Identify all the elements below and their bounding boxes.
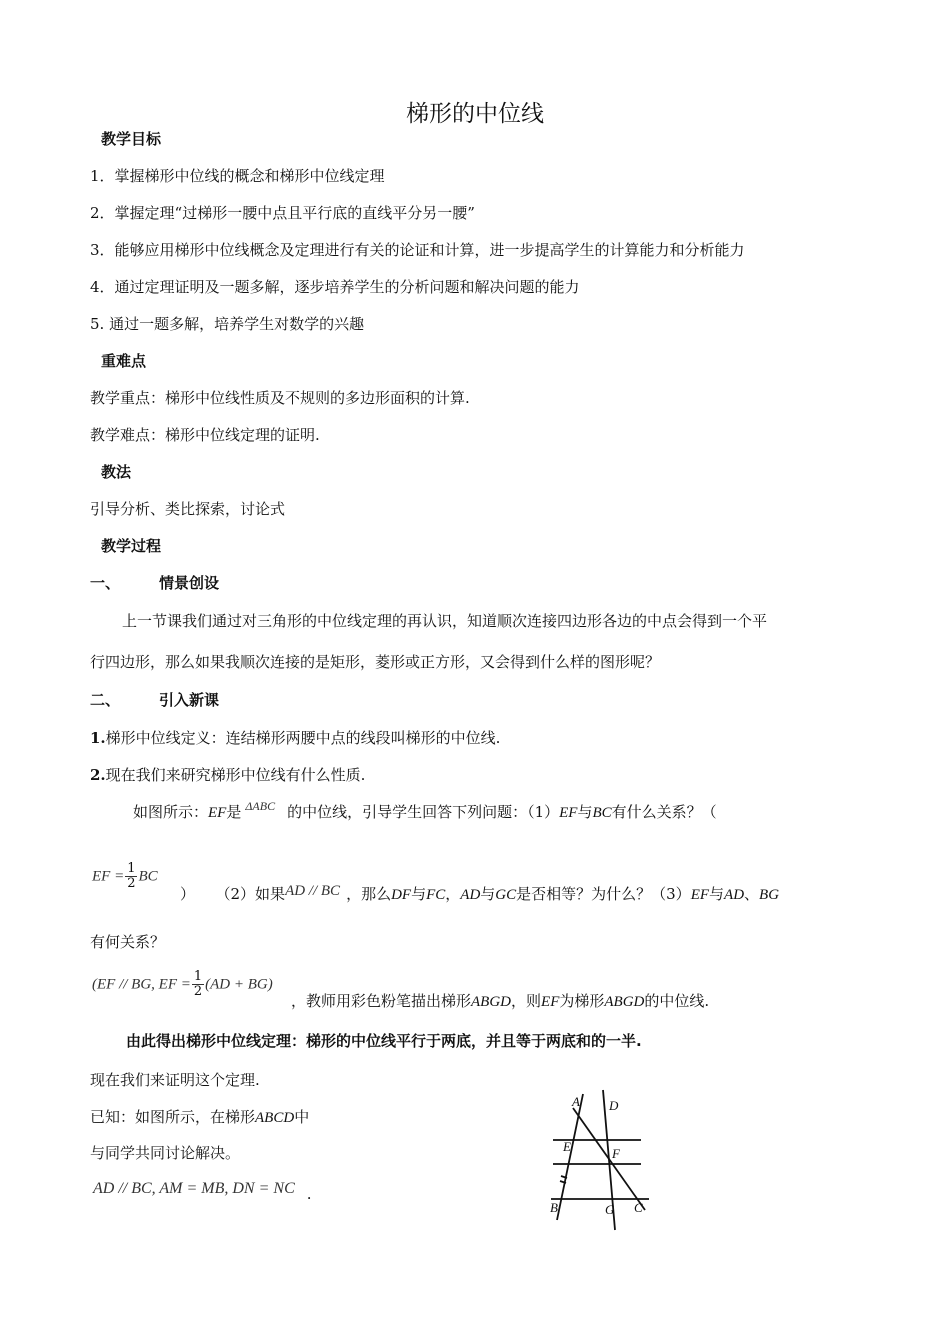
q-text: 为梯形 <box>559 992 605 1010</box>
step1-number: 一、 <box>90 574 121 592</box>
q-bc: BC <box>592 805 612 821</box>
section-process: 教学过程 <box>101 537 162 555</box>
label-e: E <box>563 1139 571 1154</box>
condition-formula: AD // BC, AM = MB, DN = NC <box>93 1180 295 1197</box>
q-text: （2）如果 <box>223 885 286 903</box>
definition-text: 梯形中位线定义：连结梯形两腰中点的线段叫梯形的中位线. <box>105 729 501 747</box>
step1-title: 情景创设 <box>159 574 220 592</box>
formula-text: (EF // BG, EF = <box>92 976 191 993</box>
q-ad: AD <box>460 887 481 903</box>
label-b: B <box>550 1200 558 1215</box>
answer-3-formula <box>92 970 273 1010</box>
q-text: ，教师用彩色粉笔描出梯形 <box>291 992 472 1010</box>
key-difficulty: 教学难点：梯形中位线定理的证明. <box>90 426 320 444</box>
q-abgd: ABGD <box>471 994 512 1010</box>
question-line-4 <box>291 991 709 1012</box>
answer-1-formula <box>92 862 158 902</box>
q-text: 的中位线，引导学生回答下列问题：（1） <box>287 803 560 821</box>
section-method: 教法 <box>101 463 132 481</box>
q-ef: EF <box>690 887 710 903</box>
key-focus: 教学重点：梯形中位线性质及不规则的多边形面积的计算. <box>90 389 470 407</box>
question-line-2 <box>180 884 779 905</box>
definition-number: 1. <box>90 729 106 747</box>
label-g: G <box>605 1202 615 1217</box>
q-text: 与 <box>411 885 427 903</box>
q-text: 的中位线. <box>644 992 710 1010</box>
condition-dot: . <box>306 1185 312 1203</box>
property-number: 2. <box>90 766 106 784</box>
question-line-1 <box>133 799 717 823</box>
question-line-3: 有何关系？ <box>90 933 166 951</box>
goal-item-4: 4．通过定理证明及一题多解，逐步培养学生的分析问题和解决问题的能力 <box>90 278 580 296</box>
q-ef: EF <box>559 805 578 821</box>
formula-text: BC <box>138 868 158 885</box>
proof-condition <box>93 1178 312 1203</box>
q-text: ，则 <box>511 992 542 1010</box>
q-text: 与 <box>577 803 593 821</box>
fraction-denominator: 2 <box>193 984 203 999</box>
goal-item-2: 2．掌握定理“过梯形一腰中点且平行底的直线平分另一腰” <box>90 204 475 222</box>
q-bg: BG <box>759 887 780 903</box>
fraction-numerator: 1 <box>127 861 136 876</box>
fraction-half <box>192 970 204 999</box>
formula-text: (AD + BG) <box>205 976 273 993</box>
fraction-denominator: 2 <box>127 876 136 891</box>
q-df: DF <box>391 887 412 903</box>
q-text: 、 <box>744 885 760 903</box>
proof-intro: 现在我们来证明这个定理. <box>90 1071 260 1089</box>
fraction-half <box>125 862 137 891</box>
q-text: 已知：如图所示，在梯形 <box>90 1108 256 1126</box>
q-ad: AD <box>724 887 745 903</box>
trapezoid-figure <box>545 1088 660 1238</box>
step1-paragraph-line1: 上一节课我们通过对三角形的中位线定理的再认识，知道顺次连接四边形各边的中点会得到一个平 <box>122 612 768 630</box>
step2-number: 二、 <box>90 691 121 709</box>
page-title: 梯形的中位线 <box>406 101 544 127</box>
proof-discuss: 与同学共同讨论解决。 <box>90 1144 241 1162</box>
section-goals: 教学目标 <box>101 130 162 148</box>
q-condition: AD // BC <box>285 883 341 899</box>
goal-item-1: 1．掌握梯形中位线的概念和梯形中位线定理 <box>90 167 385 185</box>
fraction-numerator: 1 <box>193 969 203 984</box>
goal-item-5: 5. 通过一题多解，培养学生对数学的兴趣 <box>90 315 365 333</box>
q-abgd: ABGD <box>604 994 645 1010</box>
definition-item <box>90 728 500 748</box>
q-text: 有什么关系？（ <box>611 803 717 821</box>
q-text: 与 <box>709 885 725 903</box>
q-fc: FC <box>426 887 446 903</box>
theorem-statement: 由此得出梯形中位线定理：梯形的中位线平行于两底，并且等于两底和的一半. <box>126 1032 642 1050</box>
q-text: 是 <box>226 803 242 821</box>
q-triangle: ΔABC <box>245 799 276 813</box>
label-d: D <box>609 1098 619 1113</box>
q-ef: EF <box>208 805 227 821</box>
q-text: 如图所示： <box>133 803 209 821</box>
q-gc: GC <box>495 887 517 903</box>
goal-item-3: 3．能够应用梯形中位线概念及定理进行有关的论证和计算，进一步提高学生的计算能力和分析能力 <box>90 241 745 259</box>
q-text: ） <box>180 885 196 903</box>
property-text: 现在我们来研究梯形中位线有什么性质. <box>105 766 366 784</box>
label-f: F <box>612 1146 620 1161</box>
q-abcd: ABCD <box>255 1110 295 1126</box>
q-text: 是否相等？为什么？（3） <box>516 885 691 903</box>
method-text: 引导分析、类比探索，讨论式 <box>90 500 286 518</box>
q-ef: EF <box>541 994 560 1010</box>
step2-title: 引入新课 <box>159 691 220 709</box>
q-text: 中 <box>294 1108 310 1126</box>
q-text: ， <box>445 885 461 903</box>
step1-paragraph-line2: 行四边形，那么如果我顺次连接的是矩形，菱形或正方形，又会得到什么样的图形呢？ <box>90 653 661 671</box>
q-text: ，那么 <box>346 885 392 903</box>
q-text: 与 <box>480 885 496 903</box>
proof-given <box>90 1107 309 1128</box>
section-key-points: 重难点 <box>101 352 147 370</box>
property-item <box>90 765 365 785</box>
label-c: C <box>634 1200 643 1215</box>
label-a: A <box>572 1094 580 1109</box>
formula-text: EF = <box>92 868 125 885</box>
